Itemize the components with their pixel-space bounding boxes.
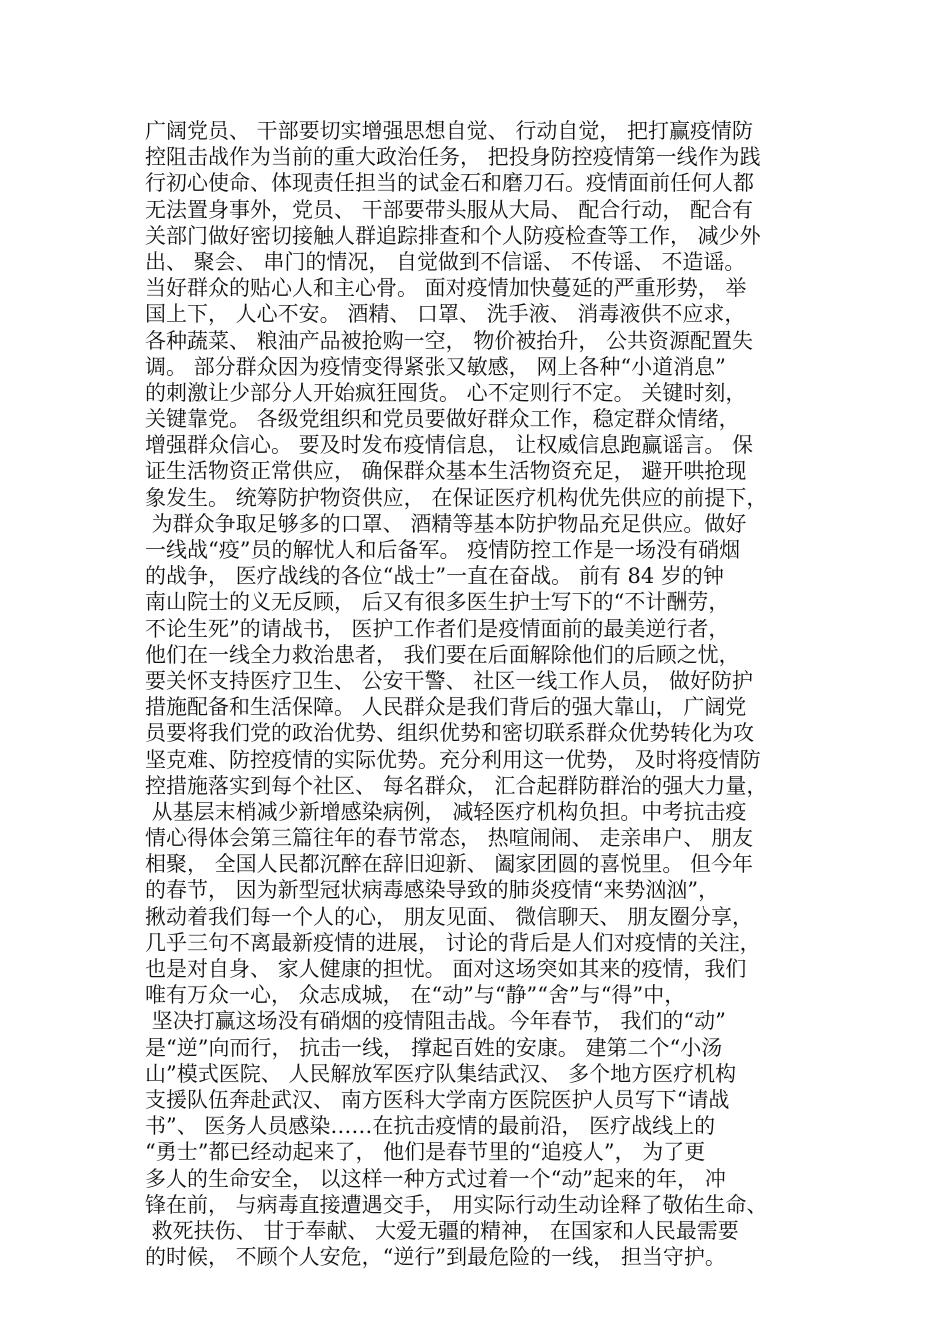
text-line: 相聚， 全国人民都沉醉在辞旧迎新、 阖家团圆的喜悦里。 但今年 bbox=[145, 852, 754, 877]
text-line: 控措施落实到每个社区、 每名群众， 汇合起群防群治的强大力量， bbox=[145, 773, 768, 798]
text-line: 证生活物资正常供应， 确保群众基本生活物资充足， 避开哄抢现 bbox=[145, 459, 747, 484]
text-line: 情心得体会第三篇往年的春节常态， 热喧闹闹、 走亲串户、 朋友 bbox=[145, 826, 754, 851]
text-line: 山”模式医院、 人民解放军医疗队集结武汉、 多个地方医疗机构 bbox=[145, 1061, 737, 1086]
text-line: 从基层末梢减少新增感染病例， 减轻医疗机构负担。中考抗击疫 bbox=[145, 799, 747, 824]
text-line: 一线战“疫”员的解忧人和后备军。 疫情防控工作是一场没有硝烟 bbox=[145, 538, 741, 562]
text-line: 书”、 医务人员感染……在抗击疫情的最前沿， 医疗战线上的 bbox=[145, 1114, 716, 1139]
text-line: 关部门做好密切接触人群追踪排查和个人防疫检查等工作， 减少外 bbox=[145, 223, 761, 248]
text-line: 象发生。 统筹防护物资供应， 在保证医疗机构优先供应的前提下， bbox=[145, 485, 768, 510]
text-line: “勇士”都已经动起来了， 他们是春节里的“追疫人”， 为了更 bbox=[145, 1140, 706, 1165]
text-line: 员要将我们党的政治优势、组织优势和密切联系群众优势转化为攻 bbox=[145, 721, 754, 746]
text-line: 支援队伍奔赴武汉、 南方医科大学南方医院医护人员写下“请战 bbox=[145, 1087, 730, 1112]
text-line: 当好群众的贴心人和主心骨。 面对疫情加快蔓延的严重形势， 举 bbox=[145, 276, 747, 301]
text-line: 调。 部分群众因为疫情变得紧张又敏感， 网上各种“小道消息” bbox=[145, 354, 726, 379]
text-line: 唯有万众一心， 众志成城， 在“动”与“静”“舍”与“得”中， bbox=[145, 983, 686, 1008]
text-line: 的战争， 医疗战线的各位“战士”一直在奋战。 前有 84 岁的钟 bbox=[145, 564, 724, 589]
text-line: 的春节， 因为新型冠状病毒感染导致的肺炎疫情“来势汹汹”， bbox=[145, 878, 720, 903]
text-line: 是“逆”向而行， 抗击一线， 撑起百姓的安康。 建第二个“小汤 bbox=[145, 1035, 723, 1060]
text-line: 坚克难、防控疫情的实际优势。充分利用这一优势， 及时将疫情防 bbox=[145, 747, 761, 772]
text-line: 他们在一线全力救治患者， 我们要在后面解除他们的后顾之忧， bbox=[145, 642, 740, 667]
text-line: 揪动着我们每一个人的心， 朋友见面、 微信聊天、 朋友圈分享， bbox=[145, 904, 754, 929]
text-line: 要关怀支持医疗卫生、 公安干警、 社区一线工作人员， 做好防护 bbox=[145, 668, 754, 693]
text-line: 增强群众信心。 要及时发布疫情信息， 让权威信息跑赢谣言。 保 bbox=[145, 433, 754, 458]
text-line: 也是对自身、 家人健康的担忧。 面对这场突如其来的疫情，我们 bbox=[145, 957, 747, 981]
text-line: 措施配备和生活保障。 人民群众是我们背后的强大靠山， 广阔党 bbox=[145, 695, 747, 720]
text-line: 几乎三句不离最新疫情的进展， 讨论的背后是人们对疫情的关注， bbox=[145, 930, 761, 955]
text-line: 出、 聚会、 串门的情况， 自觉做到不信谣、 不传谣、 不造谣。 bbox=[145, 249, 746, 274]
text-line: 的刺激让少部分人开始疯狂囤货。 心不定则行不定。 关键时刻， bbox=[145, 380, 747, 405]
text-line: 为群众争取足够多的口罩、 酒精等基本防护物品充足供应。做好 bbox=[145, 511, 747, 536]
text-line: 坚决打赢这场没有硝烟的疫情阻击战。今年春节， 我们的“动” bbox=[145, 1009, 726, 1034]
text-line: 南山院士的义无反顾， 后又有很多医生护士写下的“不计酬劳， bbox=[145, 590, 730, 615]
text-line: 关键靠党。 各级党组织和党员要做好群众工作，稳定群众情绪， bbox=[145, 407, 740, 432]
text-line: 无法置身事外，党员、 干部要带头服从大局、 配合行动， 配合有 bbox=[145, 197, 754, 222]
text-line: 救死扶伤、 甘于奉献、 大爱无疆的精神， 在国家和人民最需要 bbox=[145, 1218, 739, 1243]
text-line: 各种蔬菜、 粮油产品被抢购一空， 物价被抬升， 公共资源配置失 bbox=[145, 328, 754, 353]
text-line: 控阻击战作为当前的重大政治任务， 把投身防控疫情第一线作为践 bbox=[145, 145, 761, 170]
text-line: 的时候， 不顾个人安危，“逆行”到最危险的一线， 担当守护。 bbox=[145, 1245, 726, 1270]
text-line: 国上下， 人心不安。 酒精、 口罩、 洗手液、 消毒液供不应求， bbox=[145, 302, 746, 327]
text-line: 多人的生命安全， 以这样一种方式过着一个“动”起来的年， 冲 bbox=[145, 1166, 726, 1191]
text-line: 锋在前， 与病毒直接遭遇交手， 用实际行动生动诠释了敬佑生命、 bbox=[145, 1192, 768, 1217]
text-line: 广阔党员、 干部要切实增强思想自觉、 行动自觉， 把打赢疫情防 bbox=[145, 119, 754, 143]
body-text bbox=[145, 118, 815, 1270]
text-line: 不论生死”的请战书， 医护工作者们是疫情面前的最美逆行者， bbox=[145, 616, 730, 641]
text-line: 行初心使命、体现责任担当的试金石和磨刀石。疫情面前任何人都 bbox=[145, 171, 754, 196]
